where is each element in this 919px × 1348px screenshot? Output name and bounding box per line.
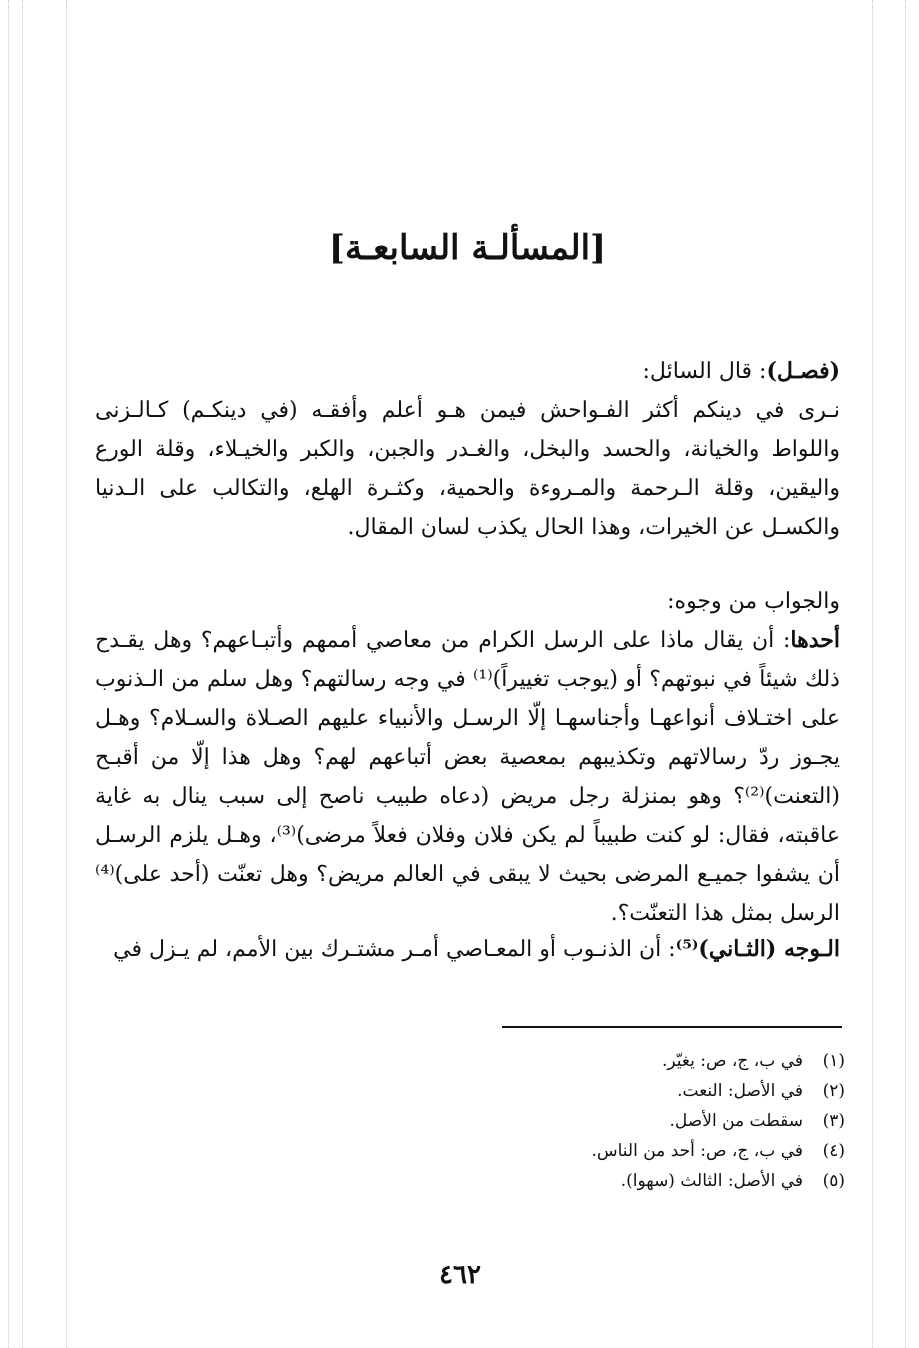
- footnote: [480, 1046, 845, 1076]
- first-point-lead: أحدها: [790, 627, 840, 653]
- footnote-text: في الأصل: النعت.: [677, 1081, 803, 1101]
- first-point-text: : أن يقال ماذا على الرسل الكرام من معاصي أممهم وأتبـاعهم؟ وهل يقـدح ذلك شيئاً في نبوتهم؟ أو (يوجب تغييراً)⁽¹⁾ في وجه رسالتهم؟ وهل سلم من الـذنوب على اختـلاف أنواعهـا وأجناسهـا إلّا الرسـل والأنبياء عليهم الصـلاة والسـلام؟ وهـل يجـوز ردّ رسالاتهم وتكذيبهم بمعصية بعض أتباعهم لهم؟ وهل هذا إلّا من أقبـح (التعنت)⁽²⁾؟ وهو بمنزلة رجل مريض (دعاه طبيب ناصح إلى سبب ينال به غاية عاقبته، فقال: لو كنت طبيباً لم يكن فلان وفلان فعلاً مرضى)⁽³⁾، وهـل يلزم الرسـل أن يشفوا جميـع المرضى بحيث لا يبقى في العالم مريض؟ وهل تعنّت (أحد على)⁽⁴⁾ الرسل بمثل هذا التعنّت؟.: [95, 628, 840, 926]
- footnote-text: في ب، ج، ص: يغيّر.: [662, 1051, 803, 1071]
- first-point: [95, 621, 840, 933]
- footnote-text: في ب، ج، ص: أحد من الناس.: [591, 1141, 803, 1161]
- footnote-number: (٥): [822, 1171, 845, 1191]
- question-text: نـرى في دينكم أكثر الفـواحش فيمن هـو أعلم وأفقـه (في دينكـم) كـالـزنى واللواط والخيانة، والحسد والبخل، والغـدر والجبن، والكبر والخيـلاء، وقلة الورع واليقين، وقلة الـرحمة والمـروءة والحمية، وكثـرة الهلع، والتكالب على الـدنيا والكسـل عن الخيرات، وهذا الحال يكذب لسان المقال.: [95, 398, 840, 540]
- footnotes: [480, 1046, 845, 1196]
- section-opening-text: : قال السائل:: [642, 359, 767, 384]
- margin-dotted-line: [905, 0, 906, 1348]
- margin-dotted-line: [8, 0, 9, 1348]
- footnote: [480, 1106, 845, 1136]
- answer-intro: والجواب من وجوه:: [667, 589, 840, 614]
- section-opening: [95, 352, 840, 391]
- footnote: [480, 1166, 845, 1196]
- footnote-text: سقطت من الأصل.: [669, 1111, 803, 1131]
- footnote: [480, 1136, 845, 1166]
- page-number: ٤٦٢: [439, 1260, 481, 1290]
- footnote-text: في الأصل: الثالث (سهوا).: [620, 1171, 803, 1191]
- footnote-separator: [502, 1026, 842, 1028]
- margin-dotted-line: [66, 0, 67, 1348]
- question-paragraph: [95, 352, 840, 547]
- second-point-lead: الـوجه (الثـاني)⁽⁵⁾: [675, 936, 840, 962]
- second-point: [95, 930, 840, 969]
- footnote-number: (٢): [822, 1081, 845, 1101]
- second-point-text: : أن الذنـوب أو المعـاصي أمـر مشتـرك بين الأمم، لم يـزل في: [113, 937, 676, 962]
- section-lead: (فصـل): [766, 358, 840, 384]
- footnote: [480, 1076, 845, 1106]
- footnote-number: (٣): [822, 1111, 845, 1131]
- footnote-number: (٤): [822, 1141, 845, 1161]
- answer-paragraph: [95, 582, 840, 933]
- margin-dotted-line: [22, 0, 23, 1348]
- chapter-title: [المسألـة السابعـة]: [328, 228, 607, 268]
- footnote-number: (١): [822, 1051, 845, 1071]
- margin-dotted-line: [872, 0, 873, 1348]
